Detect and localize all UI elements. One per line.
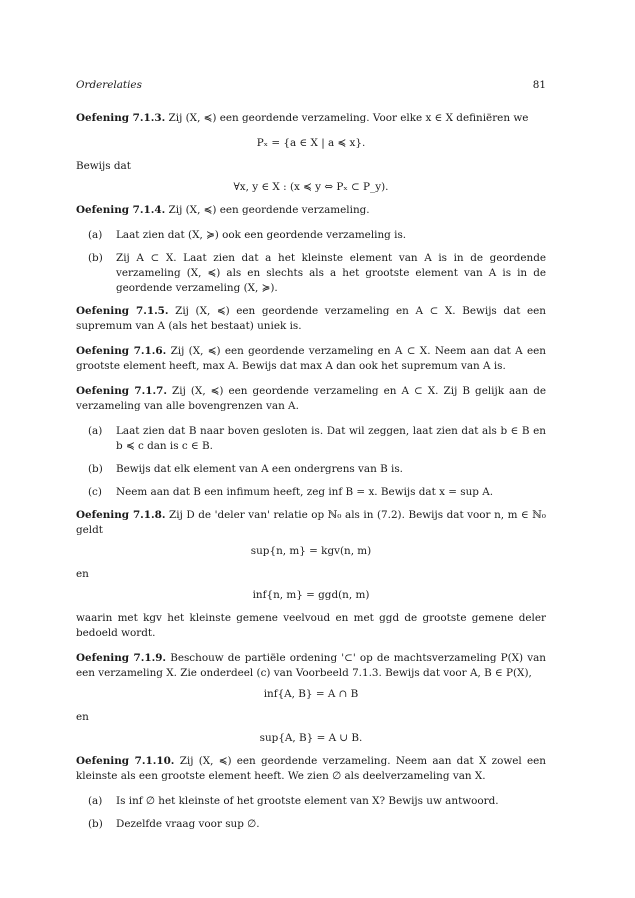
exercise-title: Oefening 7.1.5. [76,305,169,317]
running-header [76,78,546,93]
item-label: (a) [88,425,103,437]
exercise-text: Zij (X, ≼) een geordende verzameling en A ⊂ X. Neem aan dat A een grootste element heeft, max A. Bewijs dat max A dan ook het supremum van A is. [76,345,546,372]
exercise-7-1-8 [76,508,546,538]
exercise-title: Oefening 7.1.9. [76,652,167,664]
exercise-title: Oefening 7.1.7. [76,385,167,397]
exercise-7-1-5 [76,304,546,334]
item-text: Laat zien dat B naar boven gesloten is. Dat wil zeggen, laat zien dat als b ∈ B en b ≼ c dan is c ∈ B. [116,425,546,452]
item-label: (b) [88,252,103,264]
exercise-7-1-7 [76,384,546,414]
item-text: Is inf ∅ het kleinste of het grootste element van X? Bewijs uw antwoord. [116,795,499,807]
equation: ∀x, y ∈ X : (x ≼ y ⇔ Pₓ ⊂ P_y). [233,181,389,193]
page-number: 81 [532,79,546,91]
exercise-title: Oefening 7.1.8. [76,509,166,521]
exercise-title: Oefening 7.1.6. [76,345,167,357]
list-item [88,424,546,454]
exercise-title: Oefening 7.1.10. [76,755,175,767]
item-label: (b) [88,818,103,830]
exercise-7-1-10 [76,754,546,784]
exercise-7-1-9 [76,651,546,681]
item-label: (a) [88,229,103,241]
item-label: (b) [88,463,103,475]
item-text: Bewijs dat elk element van A een ondergrens van B is. [116,463,403,475]
exercise-text: Zij (X, ≼) een geordende verzameling. [168,204,370,216]
equation: sup{A, B} = A ∪ B. [259,732,363,744]
list-item [88,794,546,809]
exercise-text: Zij (X, ≼) een geordende verzameling. Neem aan dat X zowel een kleinste als een grootste element heeft. We zien ∅ als deelverzameling van X. [76,755,546,782]
paragraph: waarin met kgv het kleinste gemene veelvoud en met ggd de grootste gemene deler bedoeld wordt. [76,612,546,639]
connector-text: en [76,568,89,580]
item-text: Neem aan dat B een infimum heeft, zeg inf B = x. Bewijs dat x = sup A. [116,486,494,498]
item-text: Laat zien dat (X, ≽) ook een geordende verzameling is. [116,229,407,241]
page [76,78,546,840]
exercise-title: Oefening 7.1.3. [76,112,166,124]
equation: inf{A, B} = A ∩ B [263,688,359,700]
equation: sup{n, m} = kgv(n, m) [250,545,372,557]
header-title: Orderelaties [76,79,142,91]
exercise-7-1-4 [76,203,546,218]
exercise-text: Beschouw de partiële ordening '⊂' op de machtsverzameling P(X) van een verzameling X. Zie onderdeel (c) van Voorbeeld 7.1.3. Bewijs dat voor A, B ∈ P(X), [76,652,546,679]
list-item [88,485,546,500]
exercise-7-1-6 [76,344,546,374]
list-item [88,251,546,296]
item-label: (a) [88,795,103,807]
exercise-text: Zij (X, ≼) een geordende verzameling en A ⊂ X. Zij B gelijk aan de verzameling van alle bovengrenzen van A. [76,385,546,412]
equation: inf{n, m} = ggd(n, m) [252,589,370,601]
exercise-title: Oefening 7.1.4. [76,204,166,216]
equation: Pₓ = {a ∈ X | a ≼ x}. [256,137,366,149]
exercise-text: Zij (X, ≼) een geordende verzameling. Voor elke x ∈ X definiëren we [168,112,529,124]
list-item [88,228,546,243]
item-label: (c) [88,486,102,498]
exercise-text: Zij D de 'deler van' relatie op ℕ₀ als in (7.2). Bewijs dat voor n, m ∈ ℕ₀ geldt [76,509,546,536]
connector-text: en [76,711,89,723]
exercise-7-1-3 [76,111,546,126]
item-text: Zij A ⊂ X. Laat zien dat a het kleinste element van A is in de geordende verzameling (X, ≼) als en slechts als a het grootste element van A is in de geordende verzameling (X, ≽). [116,252,546,294]
item-text: Dezelfde vraag voor sup ∅. [116,818,260,830]
exercise-text: Zij (X, ≼) een geordende verzameling en A ⊂ X. Bewijs dat een supremum van A (als het bestaat) uniek is. [76,305,546,332]
list-item [88,817,546,832]
list-item [88,462,546,477]
paragraph: Bewijs dat [76,160,131,172]
